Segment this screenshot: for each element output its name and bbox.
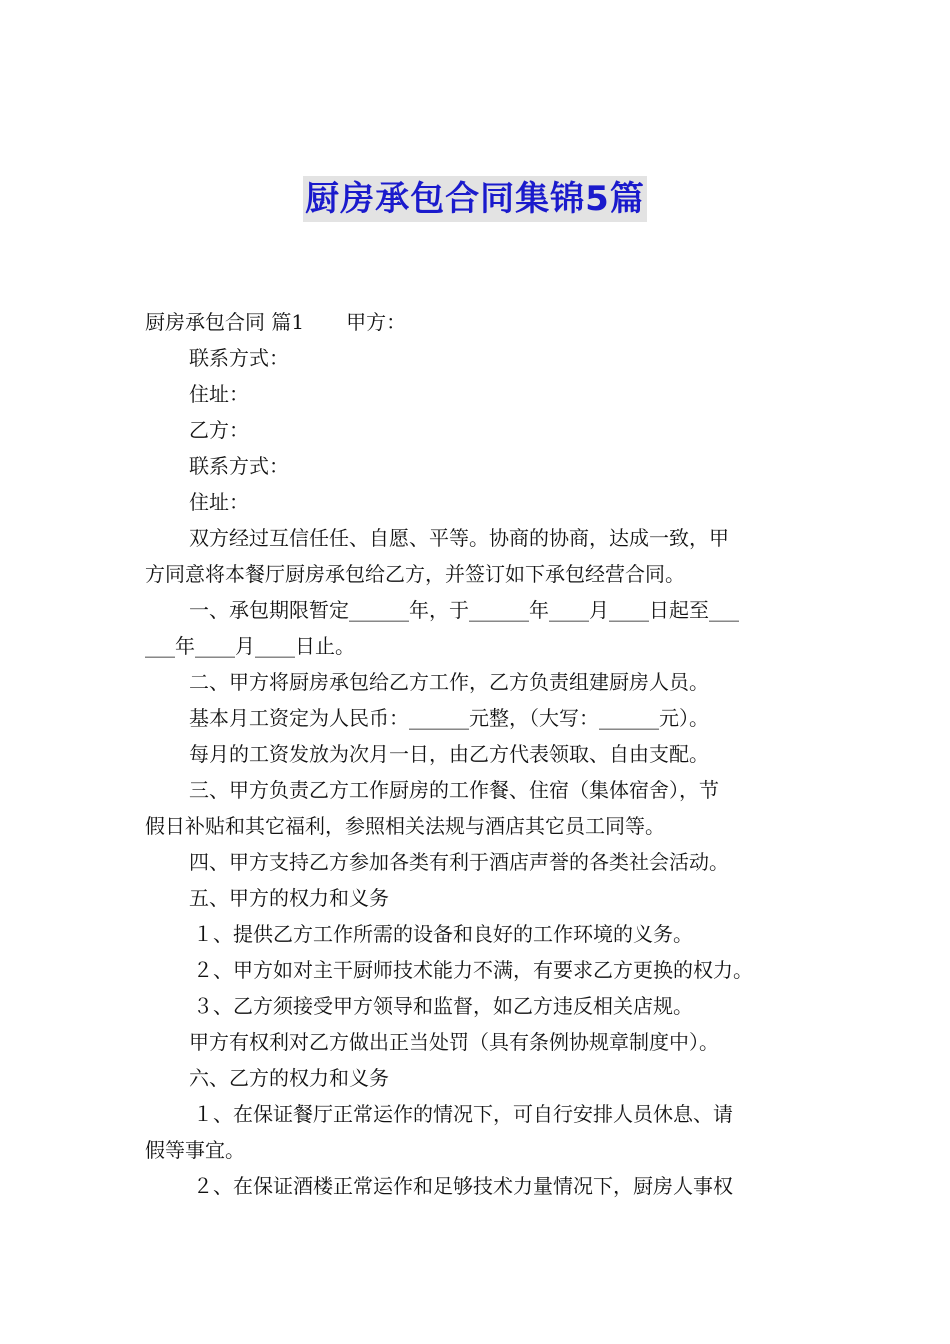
paragraph: ___年____月____日止。 — [145, 634, 355, 658]
paragraph: 联系方式： — [189, 454, 289, 478]
paragraph: ３、乙方须接受甲方领导和监督，如乙方违反相关店规。 — [193, 994, 693, 1018]
paragraph: １、在保证餐厅正常运作的情况下，可自行安排人员休息、请 — [193, 1102, 733, 1126]
contract-heading-line — [145, 304, 807, 340]
paragraph: 五、甲方的权力和义务 — [189, 886, 389, 910]
title-wrap — [0, 176, 950, 222]
document-title: 厨房承包合同集锦5篇 — [303, 176, 647, 222]
paragraph: 每月的工资发放为次月一日，由乙方代表领取、自由支配。 — [189, 742, 709, 766]
paragraph: 双方经过互信任任、自愿、平等。协商的协商，达成一致，甲 — [189, 526, 729, 550]
paragraph: 方同意将本餐厅厨房承包给乙方，并签订如下承包经营合同。 — [145, 562, 685, 586]
contract-heading: 厨房承包合同 篇1 — [145, 310, 305, 334]
paragraph: 六、乙方的权力和义务 — [189, 1066, 389, 1090]
paragraph: １、提供乙方工作所需的设备和良好的工作环境的义务。 — [193, 922, 693, 946]
paragraph: 联系方式： — [189, 346, 289, 370]
paragraph: ２、在保证酒楼正常运作和足够技术力量情况下，厨房人事权 — [193, 1174, 733, 1198]
paragraph: 一、承包期限暂定______年，于______年____月____日起至___ — [189, 598, 739, 622]
paragraph: 二、甲方将厨房承包给乙方工作，乙方负责组建厨房人员。 — [189, 670, 709, 694]
paragraph: 基本月工资定为人民币：______元整，（大写：______元）。 — [189, 706, 709, 730]
paragraph: 住址： — [189, 382, 249, 406]
paragraph: 住址： — [189, 490, 249, 514]
party-a-label: 甲方： — [346, 310, 407, 334]
paragraph: 三、甲方负责乙方工作厨房的工作餐、住宿（集体宿舍），节 — [189, 778, 719, 802]
paragraph: 四、甲方支持乙方参加各类有利于酒店声誉的各类社会活动。 — [189, 850, 729, 874]
paragraph: 假等事宜。 — [145, 1138, 245, 1162]
paragraph: 乙方： — [189, 418, 249, 442]
document-body — [145, 304, 807, 1204]
paragraph: 假日补贴和其它福利，参照相关法规与酒店其它员工同等。 — [145, 814, 665, 838]
paragraph: 甲方有权利对乙方做出正当处罚（具有条例协规章制度中）。 — [189, 1030, 719, 1054]
paragraph: ２、甲方如对主干厨师技术能力不满，有要求乙方更换的权力。 — [193, 958, 753, 982]
